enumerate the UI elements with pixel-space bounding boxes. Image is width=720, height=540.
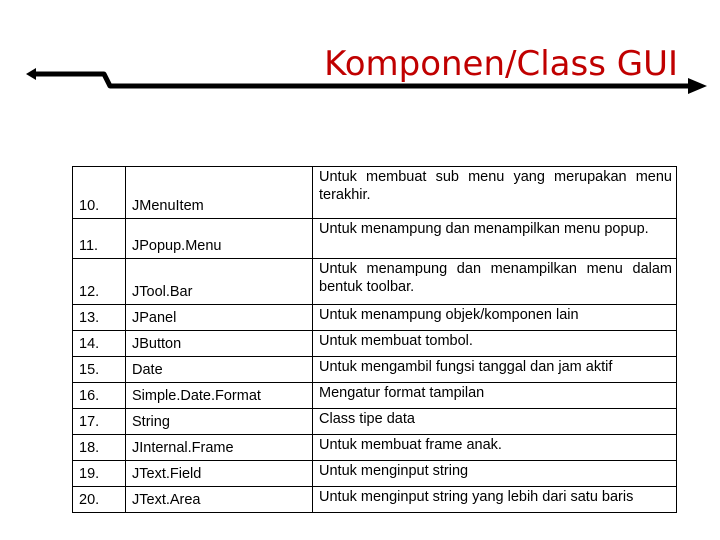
class-description: Untuk mengambil fungsi tanggal dan jam aktif <box>313 357 677 383</box>
table-row <box>73 357 677 383</box>
row-number: 11. <box>73 219 126 259</box>
class-description: Untuk membuat tombol. <box>313 331 677 357</box>
table-row <box>73 435 677 461</box>
class-name: Date <box>126 357 313 383</box>
row-number: 19. <box>73 461 126 487</box>
table-row <box>73 305 677 331</box>
table-row <box>73 461 677 487</box>
row-number: 18. <box>73 435 126 461</box>
table-row <box>73 259 677 305</box>
row-number: 12. <box>73 259 126 305</box>
class-name: JPopup.Menu <box>126 219 313 259</box>
table-row <box>73 219 677 259</box>
row-number: 17. <box>73 409 126 435</box>
table-row <box>73 409 677 435</box>
table-row <box>73 383 677 409</box>
class-name: JInternal.Frame <box>126 435 313 461</box>
class-name: JPanel <box>126 305 313 331</box>
class-name: String <box>126 409 313 435</box>
table-row <box>73 487 677 513</box>
class-name: JMenuItem <box>126 167 313 219</box>
row-number: 20. <box>73 487 126 513</box>
class-description: Class tipe data <box>313 409 677 435</box>
class-description: Untuk menginput string yang lebih dari satu baris <box>313 487 677 513</box>
class-description: Untuk membuat frame anak. <box>313 435 677 461</box>
page-title: Komponen/Class GUI <box>324 44 678 84</box>
class-description: Untuk menginput string <box>313 461 677 487</box>
component-table <box>72 166 677 513</box>
class-name: JText.Area <box>126 487 313 513</box>
row-number: 16. <box>73 383 126 409</box>
row-number: 15. <box>73 357 126 383</box>
row-number: 13. <box>73 305 126 331</box>
row-number: 14. <box>73 331 126 357</box>
table-row <box>73 167 677 219</box>
row-number: 10. <box>73 167 126 219</box>
class-name: Simple.Date.Format <box>126 383 313 409</box>
table-row <box>73 331 677 357</box>
class-description: Untuk menampung objek/komponen lain <box>313 305 677 331</box>
class-name: JTool.Bar <box>126 259 313 305</box>
class-name: JButton <box>126 331 313 357</box>
class-description: Untuk menampung dan menampilkan menu popup. <box>313 219 677 259</box>
class-description: Untuk menampung dan menampilkan menu dalam bentuk toolbar. <box>313 259 677 305</box>
class-name: JText.Field <box>126 461 313 487</box>
class-description: Untuk membuat sub menu yang merupakan menu terakhir. <box>313 167 677 219</box>
class-description: Mengatur format tampilan <box>313 383 677 409</box>
